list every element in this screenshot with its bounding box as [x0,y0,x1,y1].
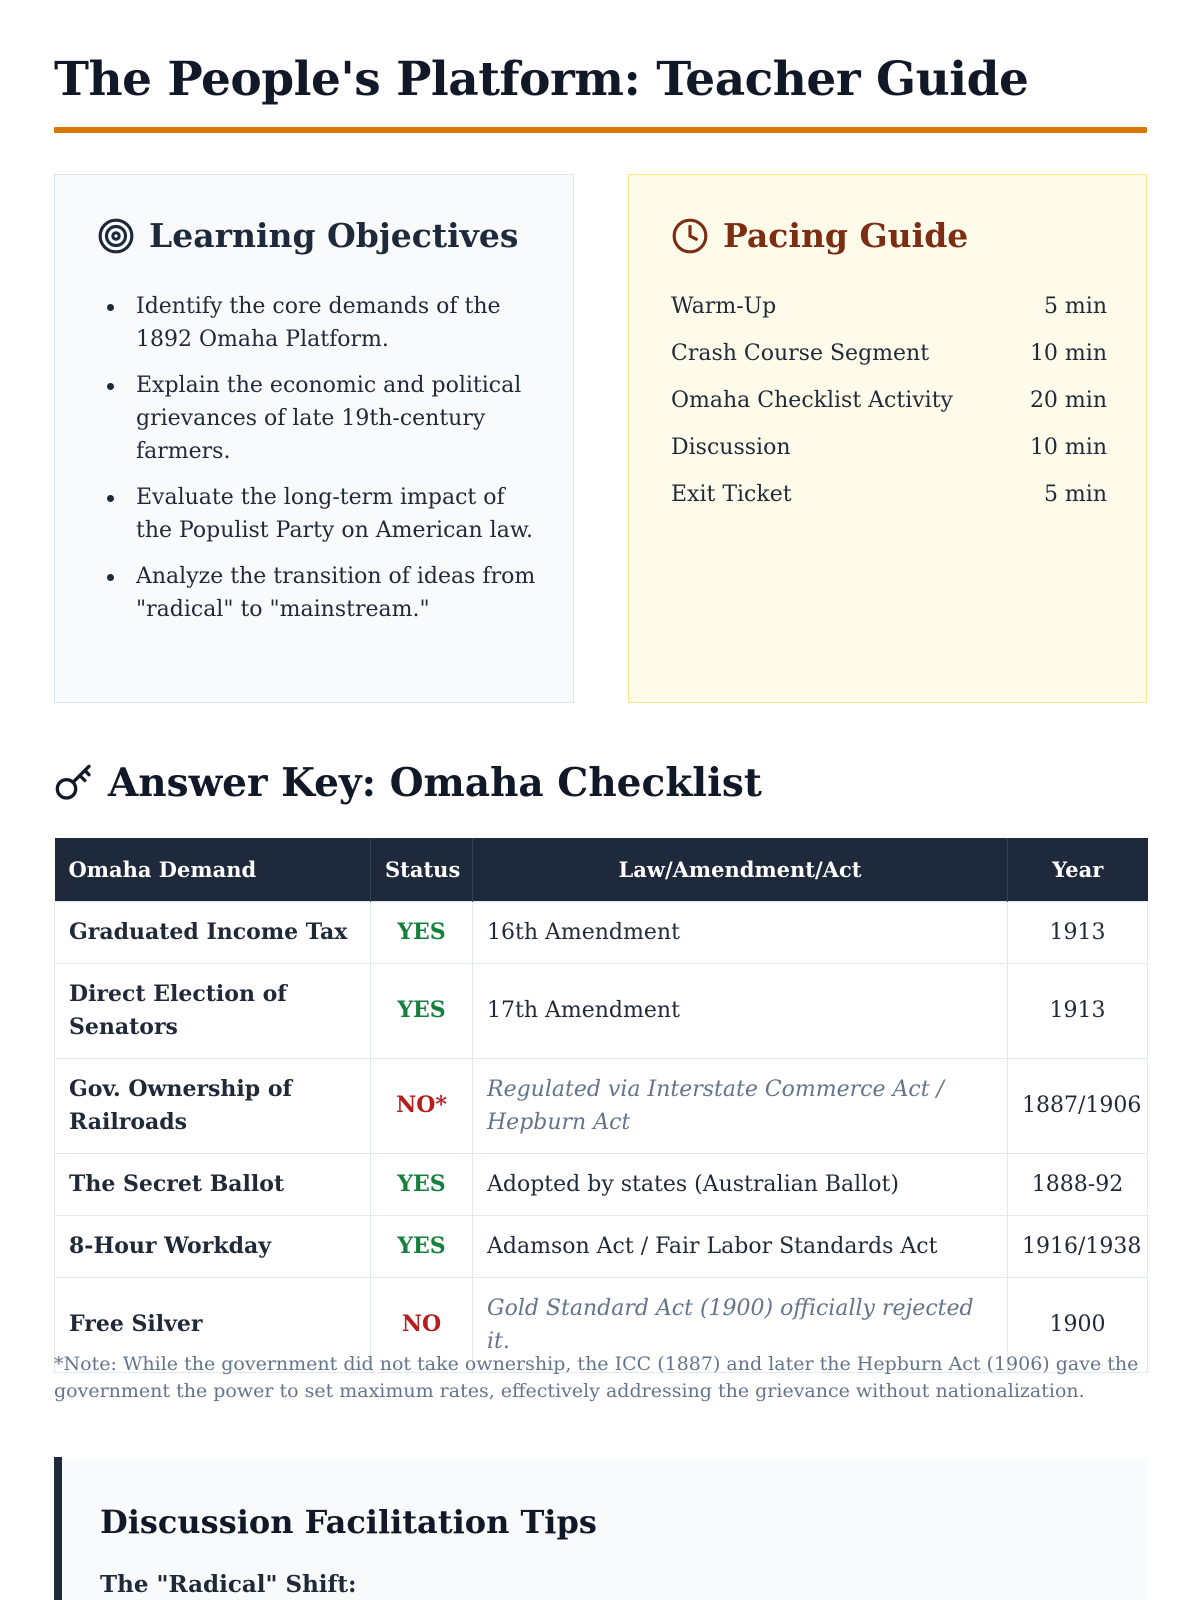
learning-objectives-card [54,174,574,703]
table-row [55,901,1148,963]
pacing-row [671,337,1107,384]
status-cell: YES [371,1215,473,1277]
column-header-demand: Omaha Demand [55,838,371,901]
tips-subheading: The "Radical" Shift: [100,1571,357,1598]
pacing-row [671,384,1107,431]
demand-cell: Free Silver [55,1277,371,1372]
target-icon [97,217,135,255]
pacing-label: Omaha Checklist Activity [671,388,953,413]
pacing-time: 5 min [1043,294,1107,319]
clock-icon [671,217,709,255]
year-cell: 1887/1906 [1008,1058,1148,1153]
law-cell: Regulated via Interstate Commerce Act / Hepburn Act [473,1058,1008,1153]
objective-item: Identify the core demands of the 1892 Omaha Platform. [97,290,537,356]
demand-cell: 8-Hour Workday [55,1215,371,1277]
status-cell: YES [371,901,473,963]
column-header-year: Year [1008,838,1148,901]
pacing-time: 10 min [1029,341,1107,366]
pacing-guide-card [628,174,1147,703]
table-footnote: *Note: While the government did not take ownership, the ICC (1887) and later the Hepburn Act (1906) gave the government the power to set maximum rates, effectively addressing the grievance without nationalization. [54,1353,1139,1402]
law-cell: Gold Standard Act (1900) officially rejected it. [473,1277,1008,1372]
year-cell: 1916/1938 [1008,1215,1148,1277]
table-row [55,1153,1148,1215]
tips-heading: Discussion Facilitation Tips [100,1503,597,1541]
year-cell: 1913 [1008,963,1148,1058]
pacing-row [671,431,1107,478]
pacing-heading [671,216,968,255]
title-divider [54,127,1147,133]
pacing-heading-text: Pacing Guide [723,216,969,255]
discussion-tips-panel [54,1457,1147,1600]
status-cell: YES [371,963,473,1058]
year-cell: 1900 [1008,1277,1148,1372]
pacing-time: 5 min [1043,482,1107,507]
key-icon [54,763,94,803]
table-row [55,963,1148,1058]
law-cell: 17th Amendment [473,963,1008,1058]
demand-cell: Direct Election of Senators [55,963,371,1058]
pacing-label: Exit Ticket [671,482,792,507]
column-header-law: Law/Amendment/Act [473,838,1008,901]
pacing-label: Warm-Up [671,294,777,319]
objective-item: Analyze the transition of ideas from "radical" to "mainstream." [97,560,537,626]
answer-key-heading [54,760,762,806]
objectives-heading [97,216,518,255]
demand-cell: Graduated Income Tax [55,901,371,963]
status-cell: NO* [371,1058,473,1153]
answer-key-heading-text: Answer Key: Omaha Checklist [108,760,762,806]
page-title: The People's Platform: Teacher Guide [54,52,1029,107]
pacing-time: 10 min [1029,435,1107,460]
objective-item: Evaluate the long-term impact of the Populist Party on American law. [97,481,537,547]
year-cell: 1888-92 [1008,1153,1148,1215]
table-header-row [55,838,1148,901]
objectives-heading-text: Learning Objectives [149,216,519,255]
pacing-time: 20 min [1029,388,1107,413]
status-cell: NO [371,1277,473,1372]
pacing-row [671,290,1107,337]
table-row [55,1058,1148,1153]
answer-key-table [54,838,1148,1373]
table-row [55,1215,1148,1277]
objective-item: Explain the economic and political grievances of late 19th-century farmers. [97,369,537,468]
law-cell: 16th Amendment [473,901,1008,963]
pacing-label: Crash Course Segment [671,341,930,366]
pacing-label: Discussion [671,435,791,460]
pacing-list [671,290,1107,525]
year-cell: 1913 [1008,901,1148,963]
column-header-status: Status [371,838,473,901]
pacing-row [671,478,1107,525]
objectives-list [97,290,537,639]
demand-cell: The Secret Ballot [55,1153,371,1215]
status-cell: YES [371,1153,473,1215]
law-cell: Adamson Act / Fair Labor Standards Act [473,1215,1008,1277]
law-cell: Adopted by states (Australian Ballot) [473,1153,1008,1215]
demand-cell: Gov. Ownership of Railroads [55,1058,371,1153]
